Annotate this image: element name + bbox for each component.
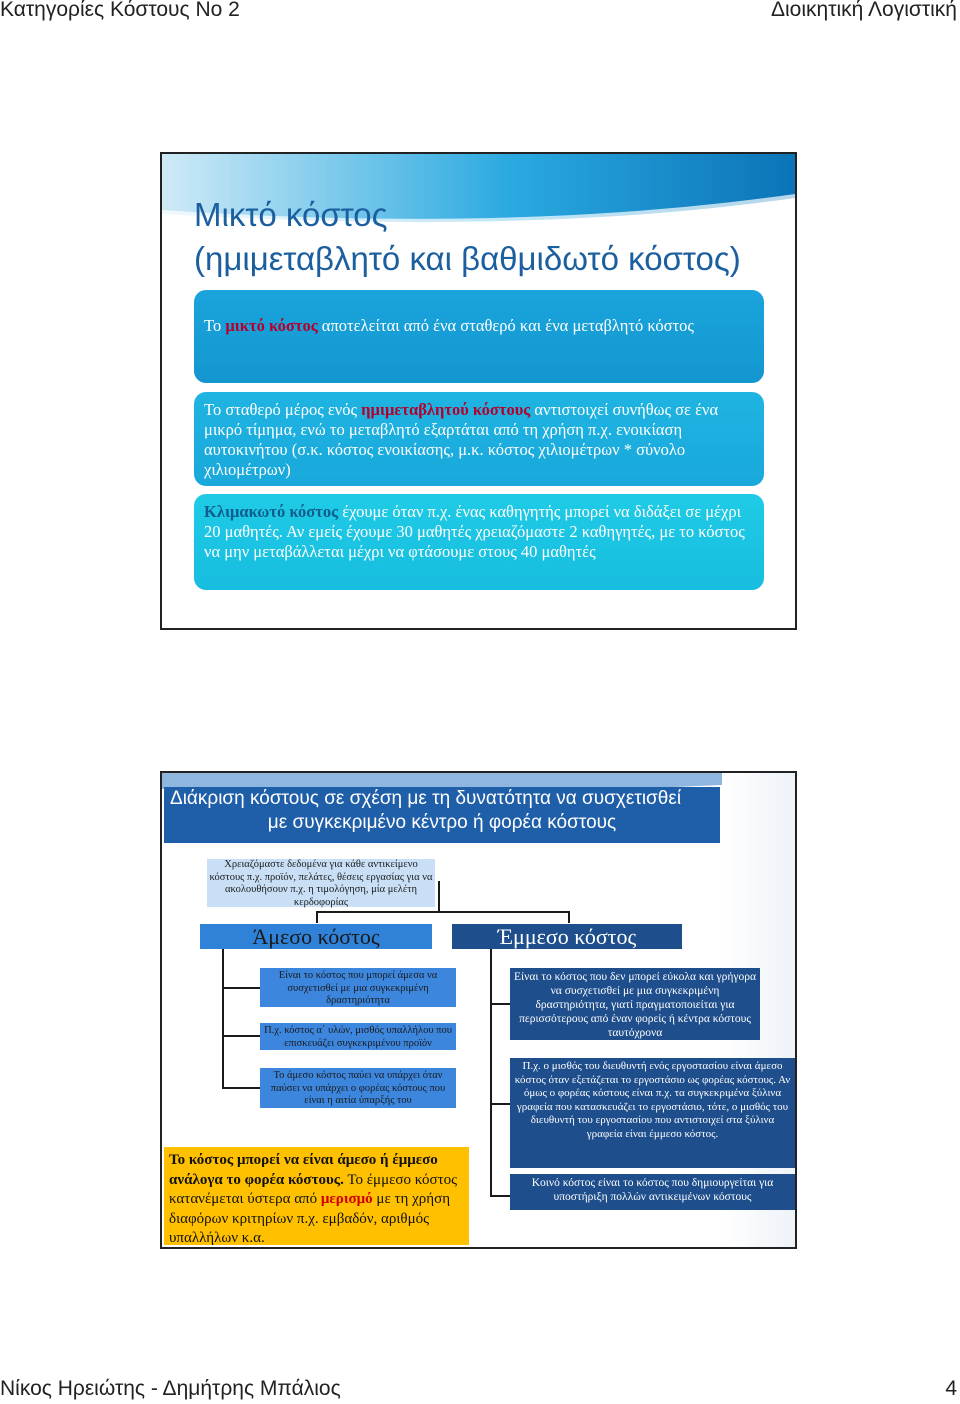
box-text: αποτελείται από ένα σταθερό και ένα μεταβλητό κόστος (317, 316, 694, 335)
slide-direct-indirect-cost (160, 771, 797, 1249)
connector-line (316, 911, 318, 923)
allocation-note-box (164, 1147, 469, 1245)
title-line: με συγκεκριμένο κέντρο ή φορέα κόστους (267, 812, 617, 833)
connector-line (222, 987, 260, 989)
box-highlight: ημιμεταβλητού κόστους (361, 400, 531, 419)
mixed-cost-definition-box (194, 290, 764, 383)
data-need-box: Χρειαζόμαστε δεδομένα για κάθε αντικείμενο κόστους π.χ. προϊόν, πελάτες, θέσεις εργασίας για να ακολουθήσουν π.χ. η τιμολόγηση, μία μελέτη κερδοφορίας (207, 859, 435, 907)
connector-line (490, 1103, 510, 1105)
note-bold: Το κόστος μπορεί να είναι άμεσο ή έμμεσο ανάλογα το φορέα κόστους. (169, 1152, 438, 1188)
direct-cost-example: Π.χ. κόστος α΄ υλών, μισθός υπαλλήλου που επισκευάζει συγκεκριμένου προϊόν (260, 1023, 456, 1050)
connector-line (222, 949, 224, 1089)
step-cost-box (194, 494, 764, 590)
box-highlight: μικτό κόστος (225, 316, 318, 335)
box-text: αντιστοιχεί συνήθως σε ένα μικρό τίμημα, ενώ το μεταβλητό εξαρτάται από τη χρήση π.χ. ενοικίαση αυτοκινήτου (σ.κ. κόστος ενοικίασης, μ.κ. κόστος χιλιομέτρων * σύνολο χιλιομέτρων) (204, 400, 719, 479)
connector-line (222, 1035, 260, 1037)
slide-mixed-cost (160, 152, 797, 630)
connector-line (316, 911, 570, 913)
note-highlight: μερισμό (320, 1191, 373, 1207)
direct-cost-definition: Είναι το κόστος που μπορεί άμεσα να συσχετισθεί με μια συγκεκριμένη δραστηριότητα (260, 968, 456, 1007)
note-text: Το έμμεσο κόστος κατανέμεται ύστερα από (169, 1171, 458, 1207)
connector-line (490, 1003, 510, 1005)
note-text: με τη χρήση διαφόρων κριτηρίων π.χ. εμβαδόν, αριθμός υπαλλήλων κ.α. (169, 1191, 451, 1246)
header-right: Διοικητική Λογιστική (770, 0, 957, 21)
direct-cost-cause: Το άμεσο κόστος παύει να υπάρχει όταν παύσει να υπάρχει ο φορέας κόστους που είναι η αιτία ύπαρξής του (260, 1068, 456, 1108)
slide-title (164, 787, 720, 843)
slide-title: Μικτό κόστος (194, 196, 388, 233)
box-highlight: Κλιμακωτό κόστος (204, 502, 339, 521)
connector-line (222, 1087, 260, 1089)
common-cost-box: Κοινό κόστος είναι το κόστος που δημιουργείται για υποστήριξη πολλών αντικειμένων κόστους (510, 1174, 795, 1210)
box-text: Το σταθερό μέρος ενός (204, 400, 362, 419)
footer-page-number: 4 (945, 1377, 957, 1400)
semi-variable-cost-box (194, 392, 764, 486)
indirect-cost-definition: Είναι το κόστος που δεν μπορεί εύκολα και γρήγορα να συσχετισθεί με μια συγκεκριμένη δραστηριότητα, γιατί πραγματοποιείται για περισσότερους από έναν φορείς ή κέντρα κόστους ταυτόχρονα (510, 968, 760, 1040)
indirect-cost-heading: Έμμεσο κόστος (452, 924, 682, 949)
box-text: έχουμε όταν π.χ. ένας καθηγητής μπορεί να διδάξει σε μέχρι 20 μαθητές. Αν εμείς έχουμε 30 μαθητές χρειαζόμαστε 2 καθηγητές, με το κόστος να μην μεταβάλλεται μέχρι να φτάσουμε στους 40 μαθητές (204, 502, 745, 561)
title-line: Διάκριση κόστους σε σχέση με τη δυνατότητα να συσχετισθεί (170, 788, 682, 809)
connector-line (490, 1195, 510, 1197)
connector-line (438, 881, 440, 911)
footer-authors: Νίκος Ηρειώτης - Δημήτρης Μπάλιος (0, 1377, 341, 1400)
slide-subtitle: (ημιμεταβλητό και βαθμιδωτό κόστος) (194, 240, 741, 277)
box-text: Το (204, 316, 226, 335)
connector-line (490, 949, 492, 1197)
header-left: Κατηγορίες Κόστους Νο 2 (0, 0, 240, 21)
direct-cost-heading: Άμεσο κόστος (200, 924, 432, 949)
indirect-cost-example: Π.χ. ο μισθός του διευθυντή ενός εργοστασίου είναι άμεσο κόστος όταν εξετάζεται το εργοστάσιο ως φορέας κόστους. Αν όμως ο φορέας κόστους είναι π.χ. τα συγκεκριμένα ξύλινα γραφεία που κατασκευάζει το εργοστάσιο, τότε, ο μισθός του διευθυντή του εργοστασίου που αντιστοιχεί στα ξύλινα γραφεία είναι έμμεσο κόστος. (510, 1058, 795, 1168)
connector-line (568, 911, 570, 923)
